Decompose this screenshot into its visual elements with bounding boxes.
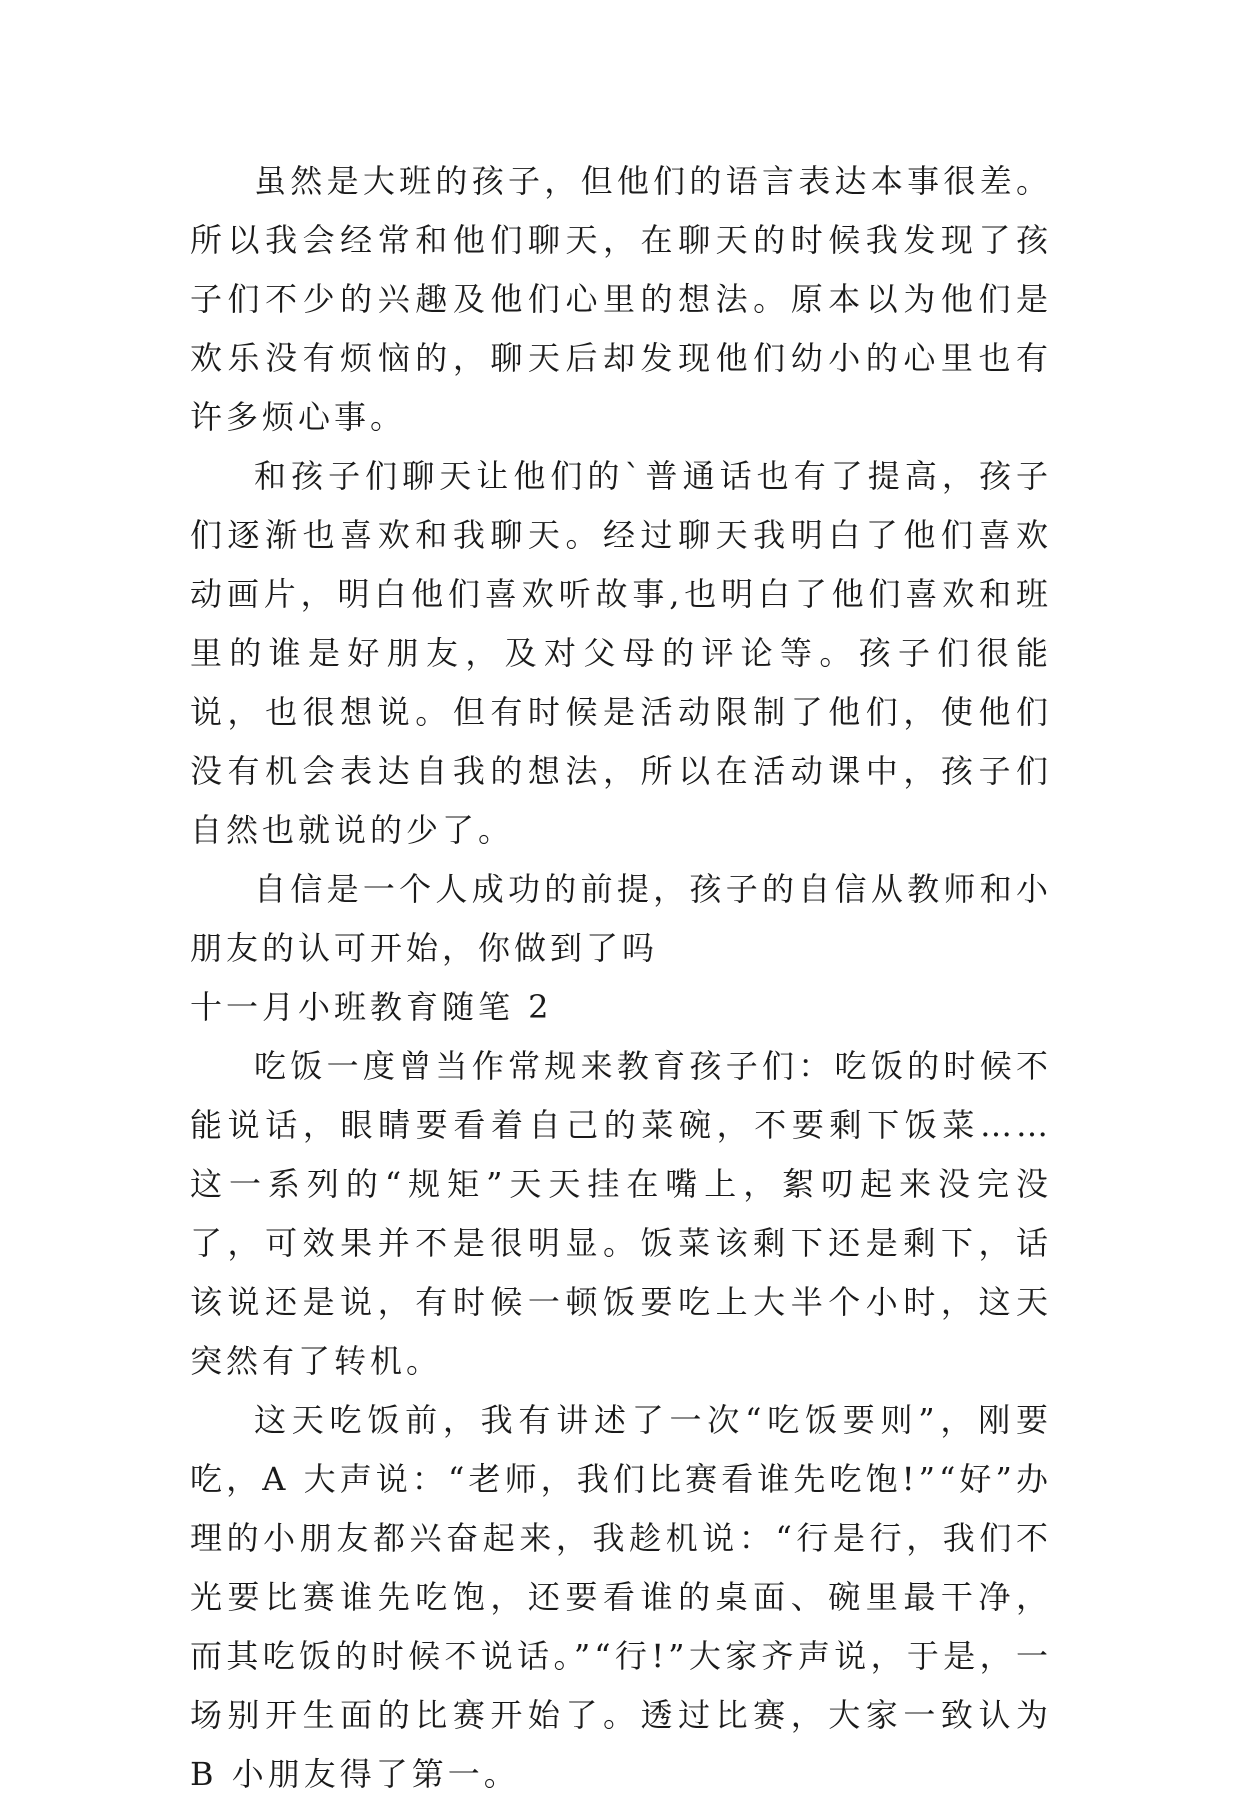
paragraph: 虽然是大班的孩子，但他们的语言表达本事很差。所以我会经常和他们聊天，在聊天的时候我发现了孩子们不少的兴趣及他们心里的想法。原本以为他们是欢乐没有烦恼的，聊天后却发现他们幼小的心里也有许多烦心事。	[190, 162, 1052, 436]
paragraph: 吃饭一度曾当作常规来教育孩子们：吃饭的时候不能说话，眼睛要看着自己的菜碗，不要剩下饭菜……这一系列的“规矩”天天挂在嘴上，絮叨起来没完没了，可效果并不是很明显。饭菜该剩下还是剩下，话该说还是说，有时候一顿饭要吃上大半个小时，这天突然有了转机。	[190, 1047, 1052, 1380]
document-body	[190, 152, 1052, 1804]
section-title: 十一月小班教育随笔 2	[190, 988, 553, 1026]
paragraph: 这天吃饭前，我有讲述了一次“吃饭要则”，刚要吃，A 大声说：“老师，我们比赛看谁先吃饱!”“好”办理的小朋友都兴奋起来，我趁机说：“行是行，我们不光要比赛谁先吃饱，还要看谁的桌面、碗里最干净，而其吃饭的时候不说话。”“行!”大家齐声说，于是，一场别开生面的比赛开始了。透过比赛，大家一致认为 B 小朋友得了第一。	[190, 1401, 1052, 1793]
paragraph: 和孩子们聊天让他们的`普通话也有了提高，孩子们逐渐也喜欢和我聊天。经过聊天我明白了他们喜欢动画片，明白他们喜欢听故事,也明白了他们喜欢和班里的谁是好朋友，及对父母的评论等。孩子们很能说，也很想说。但有时候是活动限制了他们，使他们没有机会表达自我的想法，所以在活动课中，孩子们自然也就说的少了。	[190, 457, 1052, 849]
paragraph: 自信是一个人成功的前提，孩子的自信从教师和小朋友的认可开始，你做到了吗	[190, 870, 1052, 967]
